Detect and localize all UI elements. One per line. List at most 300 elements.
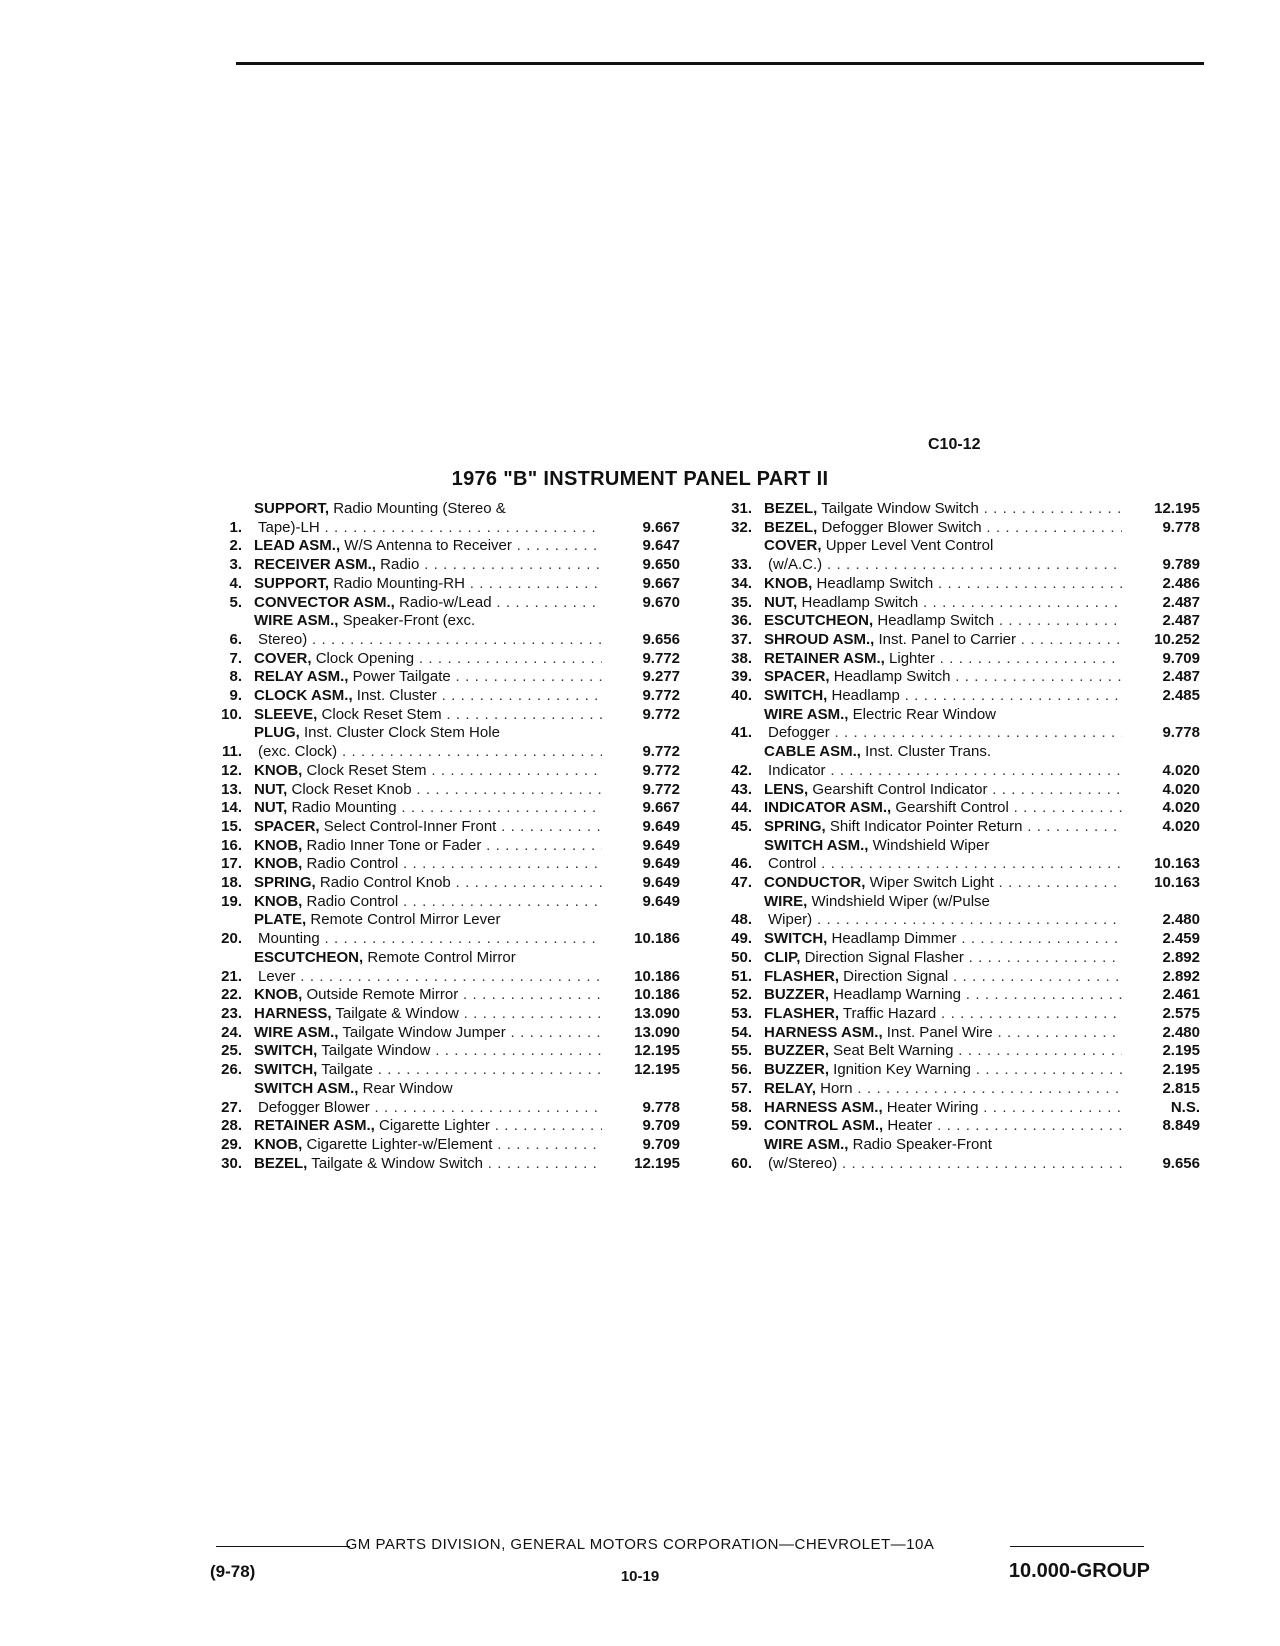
- part-entry: [200, 668, 680, 687]
- part-description: [764, 1099, 1122, 1118]
- part-description: [764, 986, 1122, 1005]
- part-entry: [200, 650, 680, 669]
- part-detail-continued: Stereo) . . .: [254, 631, 602, 650]
- reference-number: 4.020: [1162, 799, 1200, 817]
- reference-number: 9.649: [642, 855, 680, 873]
- reference-number: 2.815: [1162, 1079, 1200, 1097]
- part-entry: [710, 930, 1200, 949]
- part-description: [254, 1117, 602, 1136]
- reference-number: 12.195: [1154, 500, 1200, 517]
- part-number: 1.: [229, 518, 242, 536]
- part-detail-continued: (w/Stereo) . . .: [764, 1155, 1122, 1174]
- part-entry: [200, 837, 680, 856]
- part-detail: Direction Signal: [843, 967, 949, 985]
- part-number: 53.: [731, 1004, 752, 1022]
- page-title: 1976 "B" INSTRUMENT PANEL PART II: [451, 468, 829, 490]
- part-name: HARNESS ASM.,: [764, 1098, 883, 1116]
- part-detail: Electric Rear Window: [852, 705, 996, 723]
- part-entry: [710, 519, 1200, 538]
- part-number: 13.: [221, 780, 242, 798]
- part-name: BEZEL,: [254, 1154, 308, 1172]
- part-entry: [200, 706, 680, 725]
- reference-number: 2.195: [1162, 1042, 1200, 1060]
- part-name: RETAINER ASM.,: [764, 649, 885, 667]
- reference-number: 9.778: [1162, 518, 1200, 536]
- reference-number: 2.892: [1162, 948, 1200, 966]
- part-description: [764, 799, 1122, 818]
- part-name: KNOB,: [254, 855, 303, 873]
- part-entry: [710, 1080, 1200, 1099]
- part-detail: Radio Control: [306, 892, 399, 910]
- part-detail: Remote Control Mirror Lever: [310, 911, 501, 929]
- part-description: [254, 818, 602, 837]
- reference-number: 9.649: [642, 817, 680, 835]
- part-entry: [710, 594, 1200, 613]
- reference-number: 9.667: [642, 518, 680, 536]
- reference-number: 4.020: [1162, 780, 1200, 798]
- reference-number: 9.789: [1162, 556, 1200, 574]
- part-number: 45.: [731, 817, 752, 835]
- part-detail-continued: Control . . .: [764, 855, 1122, 874]
- reference-number: 9.649: [642, 892, 680, 910]
- part-description: [254, 687, 602, 706]
- part-entry: [710, 1136, 1200, 1173]
- part-detail: Outside Remote Mirror: [306, 986, 459, 1004]
- part-number: 47.: [731, 874, 752, 892]
- reference-number: 2.459: [1162, 930, 1200, 948]
- part-detail: Heater: [887, 1117, 933, 1135]
- part-description: [254, 911, 602, 948]
- part-number: 12.: [221, 761, 242, 779]
- part-detail: Headlamp Switch: [816, 574, 934, 592]
- part-name: CONDUCTOR,: [764, 874, 866, 892]
- part-entry: [710, 986, 1200, 1005]
- part-detail: Traffic Hazard: [842, 1004, 937, 1022]
- part-entry: [200, 1061, 680, 1080]
- part-detail-continued: (w/A.C.) . . .: [764, 556, 1122, 575]
- part-entry: [710, 650, 1200, 669]
- part-name: WIRE ASM.,: [764, 1135, 849, 1153]
- parts-list-left: [200, 500, 680, 1173]
- part-number: 42.: [731, 761, 752, 779]
- part-name: COVER,: [764, 537, 822, 555]
- reference-number: 9.667: [642, 574, 680, 592]
- footer-page-number: 10-19: [620, 1568, 660, 1585]
- part-number: 6.: [229, 630, 242, 648]
- part-detail: Windshield Wiper: [872, 836, 990, 854]
- part-name: CABLE ASM.,: [764, 743, 861, 761]
- part-description: [254, 1080, 602, 1117]
- part-name: FLASHER,: [764, 967, 839, 985]
- part-number: 38.: [731, 649, 752, 667]
- part-detail: Lighter: [889, 649, 935, 667]
- reference-number: 2.480: [1162, 1023, 1200, 1041]
- part-detail: Radio Mounting (Stereo &: [333, 500, 506, 517]
- part-entry: [710, 706, 1200, 743]
- reference-number: 9.778: [1162, 724, 1200, 742]
- part-entry: [710, 743, 1200, 780]
- part-name: CLOCK ASM.,: [254, 687, 353, 705]
- part-description: [254, 668, 602, 687]
- reference-number: 13.090: [634, 1004, 680, 1022]
- part-description: [254, 781, 602, 800]
- part-detail: Shift Indicator Pointer Return: [829, 817, 1023, 835]
- part-description: [764, 743, 1122, 780]
- part-number: 3.: [229, 556, 242, 574]
- part-entry: [710, 612, 1200, 631]
- part-name: HARNESS ASM.,: [764, 1023, 883, 1041]
- part-entry: [710, 687, 1200, 706]
- part-description: [764, 874, 1122, 893]
- reference-number: 9.667: [642, 799, 680, 817]
- reference-number: 2.480: [1162, 911, 1200, 929]
- part-description: [254, 537, 602, 556]
- part-entry: [710, 500, 1200, 519]
- part-name: SUPPORT,: [254, 500, 330, 517]
- part-description: [764, 1117, 1122, 1136]
- part-detail: Gearshift Control: [895, 799, 1009, 817]
- part-name: BEZEL,: [764, 518, 818, 536]
- footer-publisher: GM PARTS DIVISION, GENERAL MOTORS CORPORATION—CHEVROLET—10A: [345, 1536, 935, 1553]
- part-name: SWITCH,: [254, 1061, 318, 1079]
- part-name: WIRE ASM.,: [254, 612, 339, 630]
- part-detail-continued: Indicator . . .: [764, 762, 1122, 781]
- part-detail: Headlamp Switch: [801, 593, 919, 611]
- part-entry: [710, 949, 1200, 968]
- part-description: [764, 650, 1122, 669]
- reference-number: 4.020: [1162, 817, 1200, 835]
- reference-number: 2.487: [1162, 612, 1200, 630]
- part-description: [254, 799, 602, 818]
- part-detail: Gearshift Control Indicator: [812, 780, 988, 798]
- part-name: FLASHER,: [764, 1004, 839, 1022]
- reference-number: 2.486: [1162, 574, 1200, 592]
- part-detail: Speaker-Front (exc.: [342, 612, 476, 630]
- reference-number: 9.772: [642, 780, 680, 798]
- part-description: [254, 556, 602, 575]
- part-detail: Radio Mounting-RH: [333, 574, 465, 592]
- reference-number: 10.186: [634, 986, 680, 1004]
- part-detail: Clock Reset Stem: [321, 705, 442, 723]
- part-number: 8.: [229, 668, 242, 686]
- part-description: [764, 612, 1122, 631]
- part-name: RELAY ASM.,: [254, 668, 349, 686]
- part-description: [764, 706, 1122, 743]
- part-name: CONVECTOR ASM.,: [254, 593, 395, 611]
- part-entry: [710, 799, 1200, 818]
- reference-number: 13.090: [634, 1023, 680, 1041]
- part-entry: [200, 1136, 680, 1155]
- part-description: [254, 893, 602, 912]
- part-entry: [710, 781, 1200, 800]
- part-detail: Ignition Key Warning: [833, 1061, 972, 1079]
- top-rule: [236, 62, 1204, 65]
- part-description: [254, 1005, 602, 1024]
- part-entry: [710, 874, 1200, 893]
- part-entry: [710, 575, 1200, 594]
- part-number: 22.: [221, 986, 242, 1004]
- part-entry: [200, 1024, 680, 1043]
- part-number: 27.: [221, 1098, 242, 1116]
- reference-number: 2.195: [1162, 1061, 1200, 1079]
- part-description: [254, 706, 602, 725]
- part-number: 58.: [731, 1098, 752, 1116]
- part-number: 21.: [221, 967, 242, 985]
- part-number: 10.: [221, 705, 242, 723]
- part-entry: [200, 500, 680, 537]
- part-description: [254, 874, 602, 893]
- part-number: 55.: [731, 1042, 752, 1060]
- part-name: SWITCH,: [764, 687, 828, 705]
- part-number: 14.: [221, 799, 242, 817]
- part-number: 34.: [731, 574, 752, 592]
- part-entry: [200, 1042, 680, 1061]
- reference-number: 12.195: [634, 1042, 680, 1060]
- part-name: BUZZER,: [764, 1061, 829, 1079]
- part-number: 60.: [731, 1154, 752, 1172]
- part-entry: [200, 687, 680, 706]
- part-detail-continued: Tape)-LH . . .: [254, 519, 602, 538]
- part-entry: [710, 893, 1200, 930]
- reference-number: 9.772: [642, 705, 680, 723]
- part-entry: [200, 949, 680, 986]
- part-number: 5.: [229, 593, 242, 611]
- part-entry: [200, 594, 680, 613]
- part-description: [254, 594, 602, 613]
- part-number: 2.: [229, 537, 242, 555]
- part-entry: [710, 668, 1200, 687]
- part-detail: Wiper Switch Light: [869, 874, 994, 892]
- part-detail: Seat Belt Warning: [833, 1042, 954, 1060]
- part-number: 29.: [221, 1135, 242, 1153]
- part-entry: [200, 818, 680, 837]
- parts-list-right: [710, 500, 1200, 1173]
- part-detail: Defogger Blower Switch: [821, 518, 982, 536]
- reference-number: 9.709: [642, 1135, 680, 1153]
- part-detail: Clock Reset Stem: [306, 761, 427, 779]
- reference-number: 9.277: [642, 668, 680, 686]
- part-detail: Horn: [820, 1079, 853, 1097]
- part-number: 26.: [221, 1061, 242, 1079]
- part-number: 48.: [731, 911, 752, 929]
- part-detail: Rear Window: [362, 1079, 453, 1097]
- part-detail: Radio-w/Lead: [399, 593, 492, 611]
- part-number: 15.: [221, 817, 242, 835]
- part-number: 30.: [221, 1154, 242, 1172]
- part-name: SWITCH ASM.,: [764, 836, 869, 854]
- part-name: WIRE,: [764, 892, 808, 910]
- part-detail: Clock Reset Knob: [291, 780, 412, 798]
- part-number: 54.: [731, 1023, 752, 1041]
- part-number: 39.: [731, 668, 752, 686]
- part-detail: Upper Level Vent Control: [825, 537, 994, 555]
- part-name: NUT,: [254, 799, 288, 817]
- part-description: [764, 537, 1122, 574]
- part-detail: Power Tailgate: [352, 668, 451, 686]
- part-name: SHROUD ASM.,: [764, 630, 875, 648]
- part-number: 46.: [731, 855, 752, 873]
- reference-number: 9.772: [642, 687, 680, 705]
- part-description: [764, 1005, 1122, 1024]
- part-description: [764, 687, 1122, 706]
- reference-number: 2.485: [1162, 687, 1200, 705]
- part-number: 19.: [221, 892, 242, 910]
- part-number: 59.: [731, 1117, 752, 1135]
- part-entry: [200, 556, 680, 575]
- reference-number: 10.186: [634, 930, 680, 948]
- footer-date: (9-78): [210, 1562, 256, 1581]
- part-name: WIRE ASM.,: [764, 705, 849, 723]
- part-entry: [200, 781, 680, 800]
- part-detail: Radio Inner Tone or Fader: [306, 836, 482, 854]
- part-description: [764, 1080, 1122, 1099]
- part-description: [254, 1136, 602, 1155]
- part-number: 31.: [731, 500, 752, 517]
- part-detail: Inst. Panel to Carrier: [878, 630, 1017, 648]
- part-description: [254, 1155, 602, 1174]
- part-description: [254, 762, 602, 781]
- part-detail: Headlamp Switch: [877, 612, 995, 630]
- part-description: [764, 781, 1122, 800]
- part-name: WIRE ASM.,: [254, 1023, 339, 1041]
- part-description: [764, 575, 1122, 594]
- part-description: [764, 1024, 1122, 1043]
- part-name: SUPPORT,: [254, 574, 330, 592]
- part-name: SWITCH,: [254, 1042, 318, 1060]
- part-entry: [200, 762, 680, 781]
- part-name: RELAY,: [764, 1079, 816, 1097]
- part-description: [254, 855, 602, 874]
- part-number: 16.: [221, 836, 242, 854]
- part-name: BUZZER,: [764, 1042, 829, 1060]
- part-name: KNOB,: [254, 836, 303, 854]
- reference-number: N.S.: [1170, 1098, 1200, 1116]
- part-name: PLATE,: [254, 911, 307, 929]
- reference-number: 9.650: [642, 556, 680, 574]
- part-name: SPACER,: [254, 817, 320, 835]
- part-detail: Headlamp: [831, 687, 900, 705]
- part-name: CLIP,: [764, 948, 801, 966]
- reference-number: 2.487: [1162, 668, 1200, 686]
- part-name: RECEIVER ASM.,: [254, 556, 376, 574]
- part-detail: Cigarette Lighter-w/Element: [306, 1135, 493, 1153]
- reference-number: 9.649: [642, 836, 680, 854]
- part-number: 4.: [229, 574, 242, 592]
- part-name: KNOB,: [254, 1135, 303, 1153]
- part-number: 37.: [731, 630, 752, 648]
- part-detail-continued: Defogger . . .: [764, 724, 1122, 743]
- part-detail-continued: Lever . . .: [254, 968, 602, 987]
- part-description: [764, 668, 1122, 687]
- part-number: 49.: [731, 930, 752, 948]
- part-name: HARNESS,: [254, 1004, 332, 1022]
- part-description: [764, 500, 1122, 519]
- part-detail: Radio Mounting: [291, 799, 397, 817]
- part-entry: [710, 537, 1200, 574]
- part-entry: [200, 537, 680, 556]
- part-entry: [200, 986, 680, 1005]
- part-entry: [710, 837, 1200, 874]
- reference-number: 10.163: [1154, 874, 1200, 892]
- part-detail: Radio: [380, 556, 420, 574]
- part-name: NUT,: [254, 780, 288, 798]
- part-number: 32.: [731, 518, 752, 536]
- part-number: 20.: [221, 930, 242, 948]
- part-description: [254, 1042, 602, 1061]
- part-detail: Heater Wiring: [886, 1098, 979, 1116]
- part-description: [764, 968, 1122, 987]
- part-name: SPRING,: [764, 817, 826, 835]
- part-detail: Headlamp Warning: [833, 986, 962, 1004]
- part-name: LENS,: [764, 780, 809, 798]
- part-description: [254, 575, 602, 594]
- part-entry: [710, 1117, 1200, 1136]
- part-description: [254, 1024, 602, 1043]
- part-number: 7.: [229, 649, 242, 667]
- part-detail: Inst. Cluster Trans.: [865, 743, 991, 761]
- part-detail: Clock Opening: [315, 649, 415, 667]
- part-name: KNOB,: [254, 761, 303, 779]
- part-number: 36.: [731, 612, 752, 630]
- reference-number: 12.195: [634, 1061, 680, 1079]
- part-description: [254, 650, 602, 669]
- part-name: KNOB,: [254, 892, 303, 910]
- part-detail-continued: Wiper) . . .: [764, 911, 1122, 930]
- reference-number: 2.487: [1162, 593, 1200, 611]
- reference-number: 8.849: [1162, 1117, 1200, 1135]
- reference-number: 9.772: [642, 743, 680, 761]
- reference-number: 9.772: [642, 649, 680, 667]
- reference-number: 12.195: [634, 1154, 680, 1172]
- part-name: SLEEVE,: [254, 705, 318, 723]
- part-entry: [200, 575, 680, 594]
- part-name: BUZZER,: [764, 986, 829, 1004]
- part-description: [764, 837, 1122, 874]
- part-number: 57.: [731, 1079, 752, 1097]
- reference-number: 2.461: [1162, 986, 1200, 1004]
- part-number: 35.: [731, 593, 752, 611]
- part-number: 25.: [221, 1042, 242, 1060]
- reference-number: 9.709: [642, 1117, 680, 1135]
- part-entry: [710, 968, 1200, 987]
- part-number: 43.: [731, 780, 752, 798]
- reference-number: 9.647: [642, 537, 680, 555]
- reference-number: 2.892: [1162, 967, 1200, 985]
- part-number: 18.: [221, 874, 242, 892]
- part-description: [764, 818, 1122, 837]
- part-description: [254, 500, 602, 537]
- part-name: PLUG,: [254, 724, 300, 742]
- part-detail: Inst. Cluster Clock Stem Hole: [304, 724, 500, 742]
- part-entry: [200, 1117, 680, 1136]
- part-detail: Tailgate: [321, 1061, 373, 1079]
- part-description: [764, 1136, 1122, 1173]
- footer-group: 10.000-GROUP: [1008, 1560, 1150, 1582]
- part-detail-continued: (exc. Clock) . . .: [254, 743, 602, 762]
- part-detail: Remote Control Mirror: [367, 948, 516, 966]
- part-description: [254, 1061, 602, 1080]
- part-detail: W/S Antenna to Receiver: [344, 537, 512, 555]
- part-detail: Inst. Panel Wire: [886, 1023, 993, 1041]
- part-entry: [710, 1099, 1200, 1118]
- part-number: 33.: [731, 556, 752, 574]
- part-detail: Headlamp Switch: [833, 668, 951, 686]
- part-entry: [200, 612, 680, 649]
- part-entry: [710, 818, 1200, 837]
- part-description: [254, 612, 602, 649]
- part-number: 9.: [229, 687, 242, 705]
- part-entry: [200, 1155, 680, 1174]
